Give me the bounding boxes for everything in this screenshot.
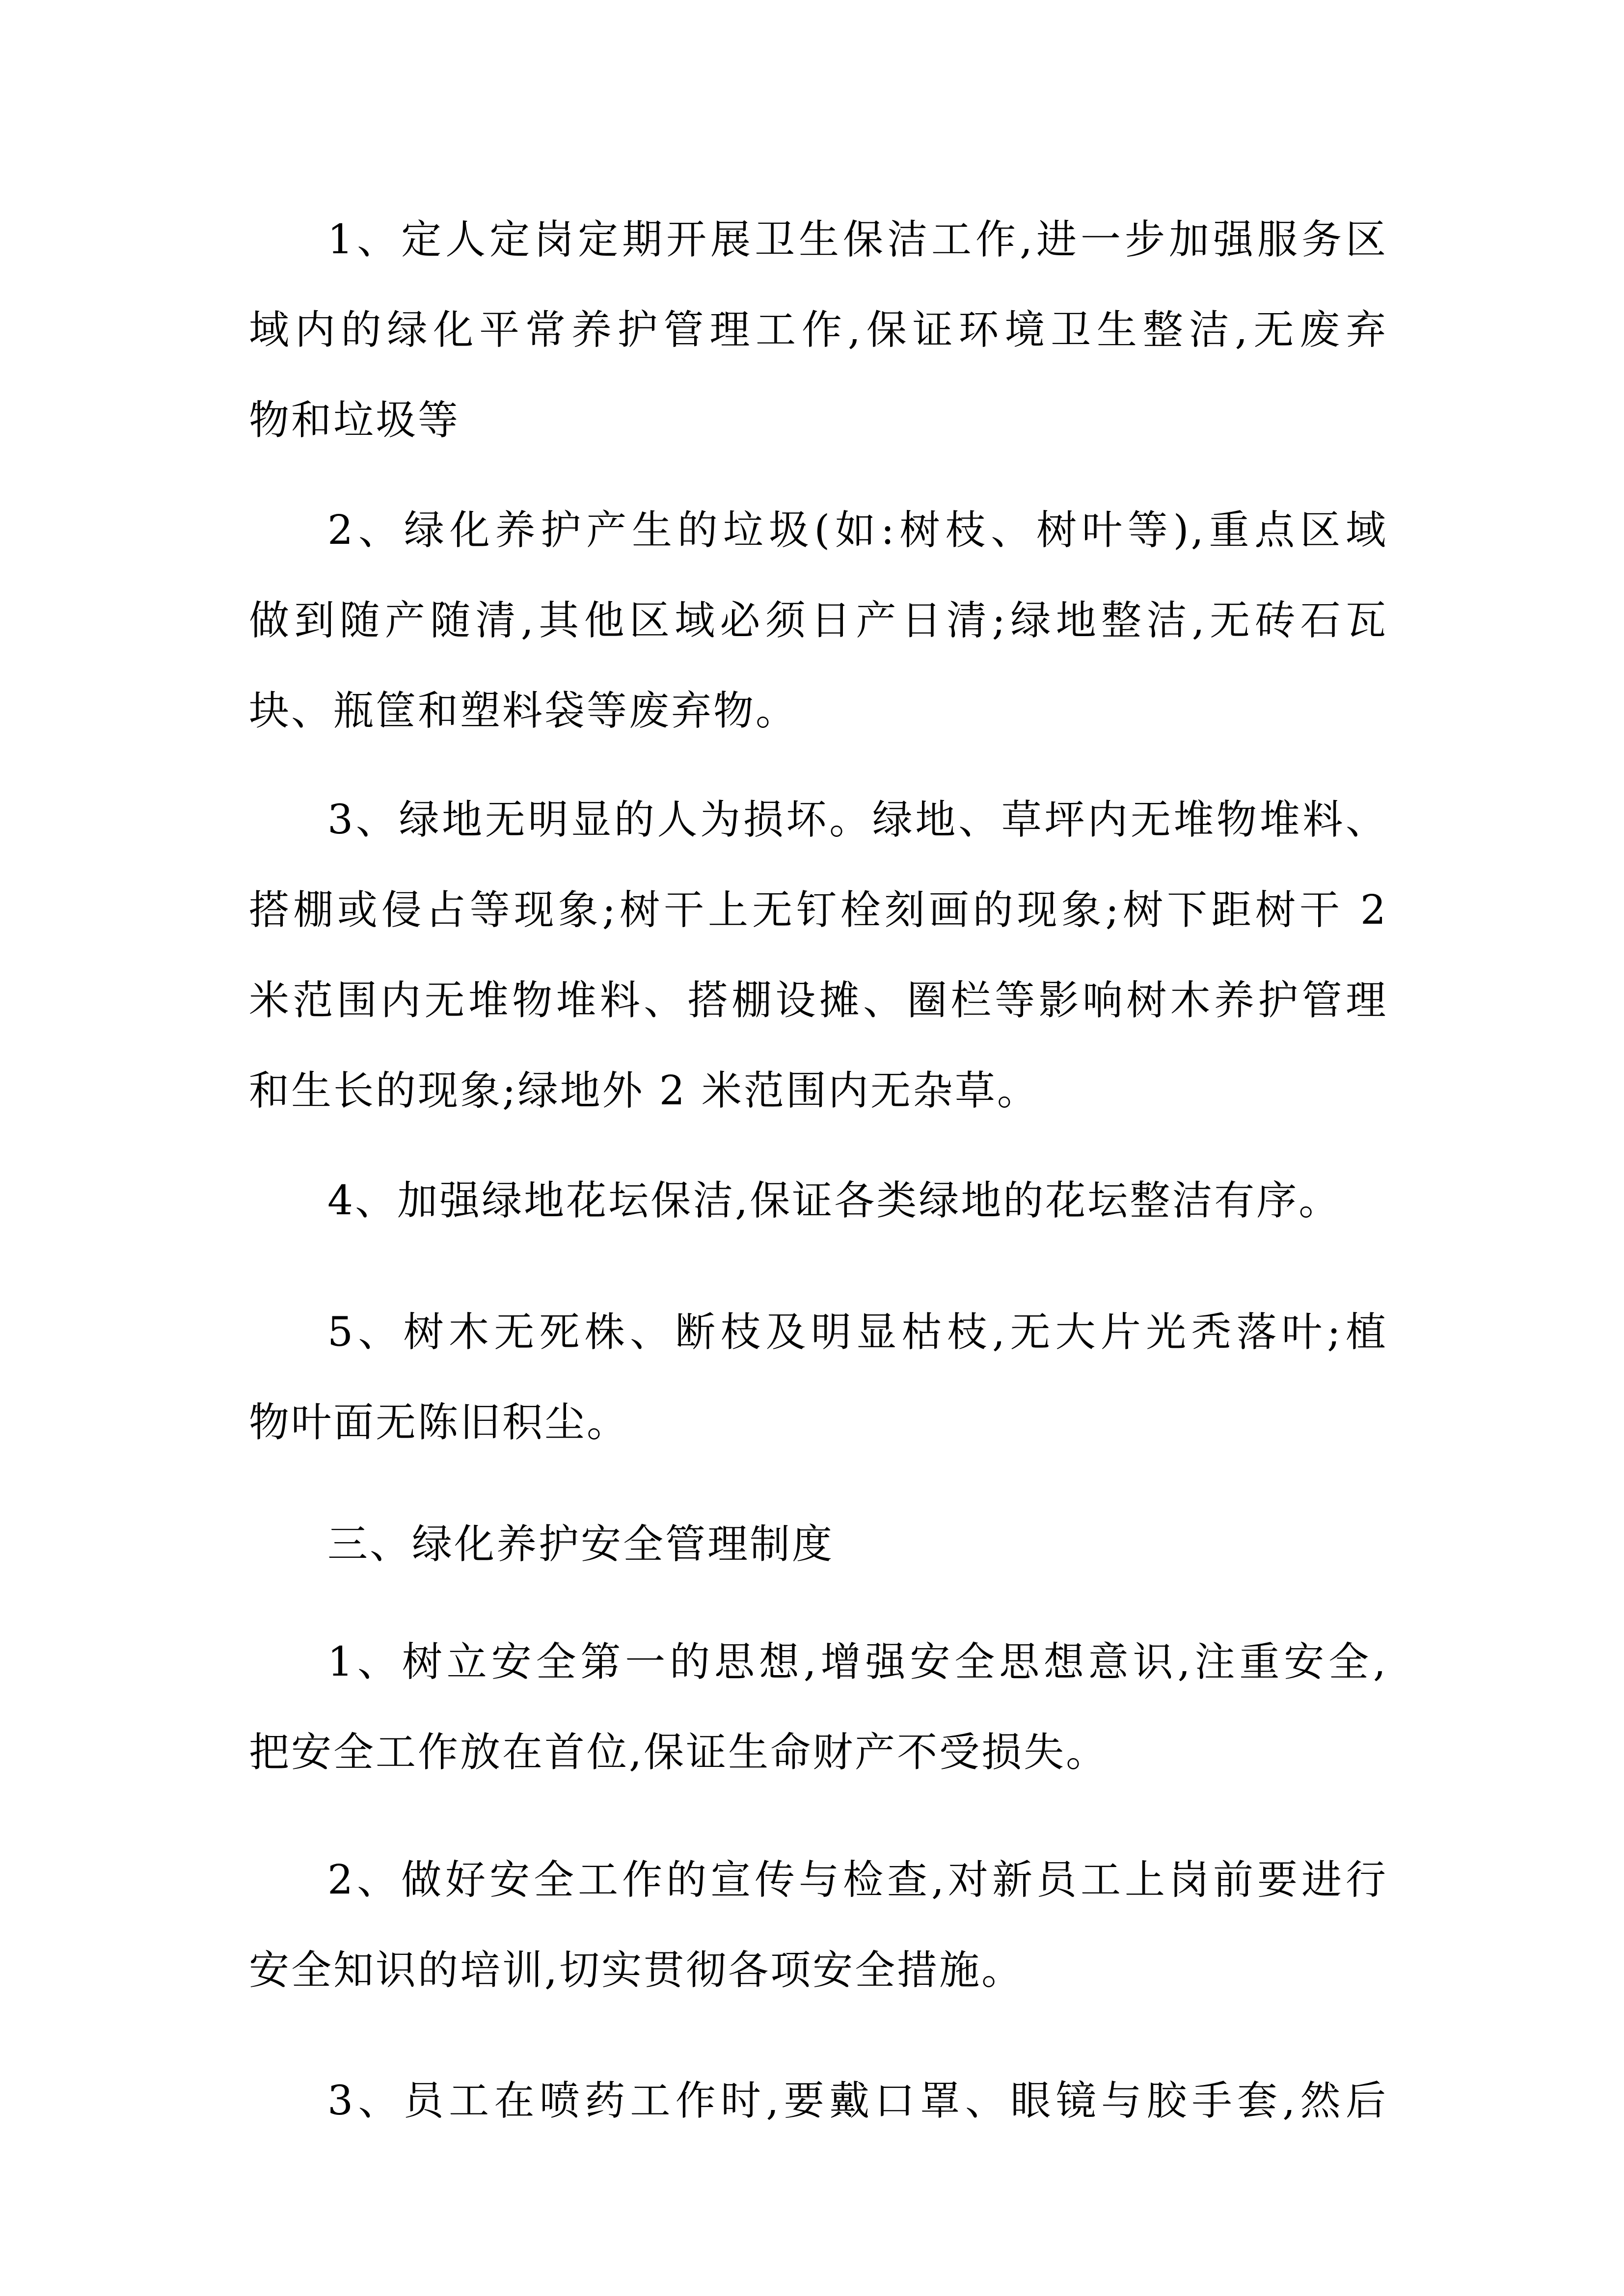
text-line: 安全知识的培训,切实贯彻各项安全措施。 — [249, 1947, 1024, 1994]
heading-text: 三、绿化养护安全管理制度 — [327, 1521, 835, 1568]
paragraph-3 — [249, 797, 1388, 1114]
text-line: 域内的绿化平常养护管理工作,保证环境卫生整洁,无废弃 — [249, 307, 1388, 353]
text-line: 3、员工在喷药工作时,要戴口罩、眼镜与胶手套,然后 — [327, 2078, 1388, 2124]
text-line: 1、定人定岗定期开展卫生保洁工作,进一步加强服务区 — [327, 216, 1388, 263]
paragraph-1 — [249, 216, 1388, 444]
text-line: 搭棚或侵占等现象;树干上无钉栓刻画的现象;树下距树干 2 — [249, 887, 1388, 934]
text-line: 把安全工作放在首位,保证生命财产不受损失。 — [249, 1729, 1109, 1776]
text-line: 2、做好安全工作的宣传与检查,对新员工上岗前要进行 — [327, 1857, 1388, 1903]
text-line: 物和垃圾等 — [249, 397, 460, 444]
paragraph-7 — [249, 1857, 1388, 1994]
text-line: 做到随产随清,其他区域必须日产日清;绿地整洁,无砖石瓦 — [249, 597, 1388, 644]
text-line: 1、树立安全第一的思想,增强安全思想意识,注重安全, — [327, 1639, 1388, 1685]
text-line: 4、加强绿地花坛保洁,保证各类绿地的花坛整洁有序。 — [327, 1177, 1341, 1224]
paragraph-2 — [249, 507, 1388, 734]
text-line: 5、树木无死株、断枝及明显枯枝,无大片光秃落叶;植 — [327, 1309, 1388, 1356]
paragraph-8 — [249, 2078, 1388, 2124]
paragraph-6 — [249, 1639, 1388, 1776]
text-line: 米范围内无堆物堆料、搭棚设摊、圈栏等影响树木养护管理 — [249, 977, 1388, 1024]
text-line: 块、瓶筐和塑料袋等废弃物。 — [249, 688, 798, 734]
paragraph-5 — [249, 1309, 1388, 1446]
paragraph-4 — [249, 1177, 1388, 1224]
text-line: 物叶面无陈旧积尘。 — [249, 1399, 629, 1446]
section-heading — [249, 1521, 1388, 1568]
text-line: 和生长的现象;绿地外 2 米范围内无杂草。 — [249, 1068, 1039, 1114]
text-line: 3、绿地无明显的人为损坏。绿地、草坪内无堆物堆料、 — [327, 797, 1388, 843]
text-line: 2、绿化养护产生的垃圾(如:树枝、树叶等),重点区域 — [327, 507, 1388, 554]
